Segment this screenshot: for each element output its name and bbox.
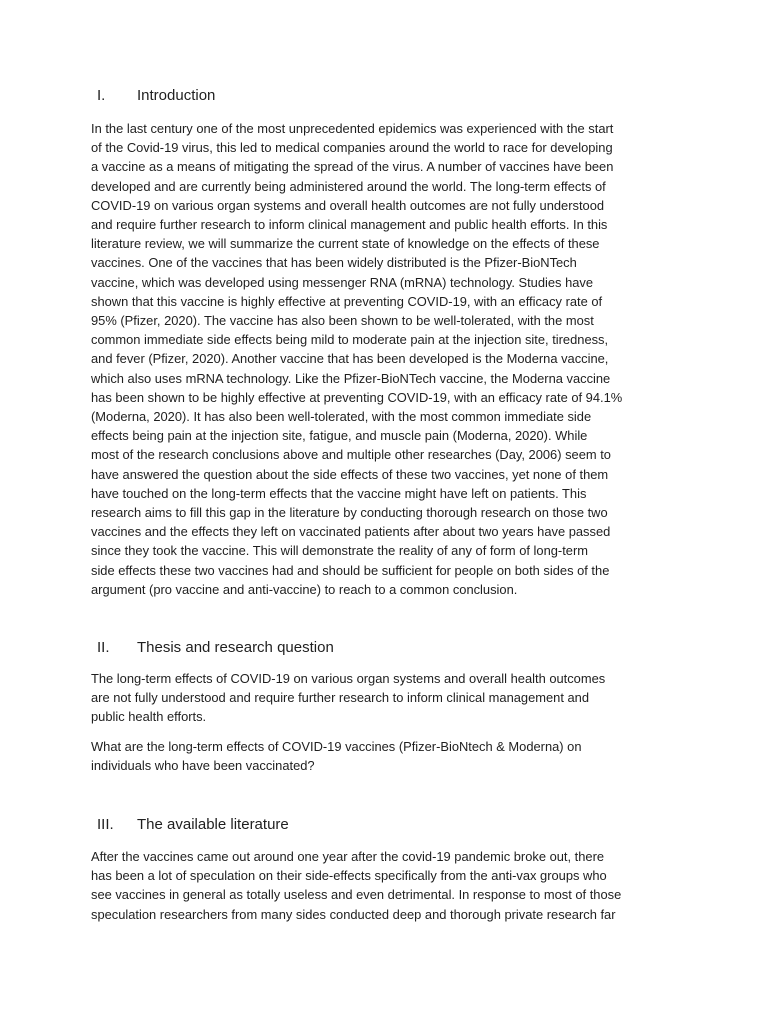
text-line: side effects these two vaccines had and should be sufficient for people on both sides of the bbox=[91, 562, 610, 578]
text-line: 95% (Pfizer, 2020). The vaccine has also been shown to be well-tolerated, with the most bbox=[91, 313, 594, 329]
text-line: shown that this vaccine is highly effective at preventing COVID-19, with an efficacy rate of bbox=[91, 293, 603, 309]
text-line: a vaccine as a means of mitigating the spread of the virus. A number of vaccines have been bbox=[91, 159, 614, 175]
text-line: has been a lot of speculation on their side-effects specifically from the anti-vax groups who bbox=[91, 868, 607, 884]
text-line: COVID-19 on various organ systems and overall health outcomes are not fully understood bbox=[91, 197, 605, 213]
text-line: most of the research conclusions above and multiple other researches (Day, 2006) seem to bbox=[91, 447, 611, 463]
text-line: of the Covid-19 virus, this led to medical companies around the world to race for developing bbox=[91, 140, 613, 156]
text-line: argument (pro vaccine and anti-vaccine) to reach to a common conclusion. bbox=[91, 581, 518, 597]
research-question-paragraph bbox=[91, 737, 691, 775]
text-line: After the vaccines came out around one year after the covid-19 pandemic broke out, there bbox=[91, 849, 605, 864]
section-heading-thesis bbox=[97, 638, 334, 658]
section-heading-literature bbox=[97, 815, 289, 835]
text-line: vaccines. One of the vaccines that has been widely distributed is the Pfizer-BioNTech bbox=[91, 255, 577, 271]
text-line: public health efforts. bbox=[91, 709, 207, 725]
text-line: literature review, we will summarize the current state of knowledge on the effects of these bbox=[91, 236, 600, 252]
text-line: vaccine, which was developed using messenger RNA (mRNA) technology. Studies have bbox=[91, 274, 594, 290]
section-number: III. bbox=[97, 816, 114, 833]
text-line: have answered the question about the side effects of these two vaccines, yet none of them bbox=[91, 466, 609, 482]
text-line: In the last century one of the most unprecedented epidemics was experienced with the start bbox=[91, 121, 614, 136]
section-title: Thesis and research question bbox=[137, 639, 334, 656]
text-line: are not fully understood and require further research to inform clinical management and bbox=[91, 690, 589, 706]
section-title: The available literature bbox=[137, 816, 289, 833]
text-line: and require further research to inform clinical management and public health efforts. In this bbox=[91, 217, 608, 233]
text-line: (Moderna, 2020). It has also been well-tolerated, with the most common immediate side bbox=[91, 409, 592, 425]
text-line: What are the long-term effects of COVID-19 vaccines (Pfizer-BioNtech & Moderna) on bbox=[91, 739, 582, 754]
text-line: common immediate side effects being mild to moderate pain at the injection site, tiredness, bbox=[91, 332, 609, 348]
thesis-paragraph bbox=[91, 669, 691, 727]
text-line: vaccines and the effects they left on vaccinated patients after about two years have passed bbox=[91, 524, 611, 540]
introduction-paragraph bbox=[91, 119, 691, 599]
text-line: which also uses mRNA technology. Like the Pfizer-BioNTech vaccine, the Moderna vaccine bbox=[91, 370, 611, 386]
text-line: have touched on the long-term effects that the vaccine might have left on patients. This bbox=[91, 485, 587, 501]
text-line: see vaccines in general as totally useless and even detrimental. In response to most of those bbox=[91, 887, 622, 903]
text-line: individuals who have been vaccinated? bbox=[91, 758, 315, 774]
literature-paragraph bbox=[91, 847, 691, 924]
text-line: The long-term effects of COVID-19 on various organ systems and overall health outcomes bbox=[91, 671, 606, 686]
text-line: developed and are currently being administered around the world. The long-term effects of bbox=[91, 178, 606, 194]
text-line: and fever (Pfizer, 2020). Another vaccine that has been developed is the Moderna vaccine, bbox=[91, 351, 609, 367]
text-line: has been shown to be highly effective at preventing COVID-19, with an efficacy rate of 94.1% bbox=[91, 389, 623, 405]
section-heading-introduction bbox=[97, 86, 215, 106]
text-line: effects being pain at the injection site, fatigue, and muscle pain (Moderna, 2020). While bbox=[91, 428, 588, 444]
text-line: speculation researchers from many sides conducted deep and thorough private research far bbox=[91, 906, 616, 922]
text-line: research aims to fill this gap in the literature by conducting thorough research on those two bbox=[91, 505, 608, 521]
section-number: II. bbox=[97, 639, 110, 656]
section-title: Introduction bbox=[137, 87, 216, 104]
text-line: since they took the vaccine. This will demonstrate the reality of any of form of long-term bbox=[91, 543, 588, 559]
section-number: I. bbox=[97, 87, 106, 104]
